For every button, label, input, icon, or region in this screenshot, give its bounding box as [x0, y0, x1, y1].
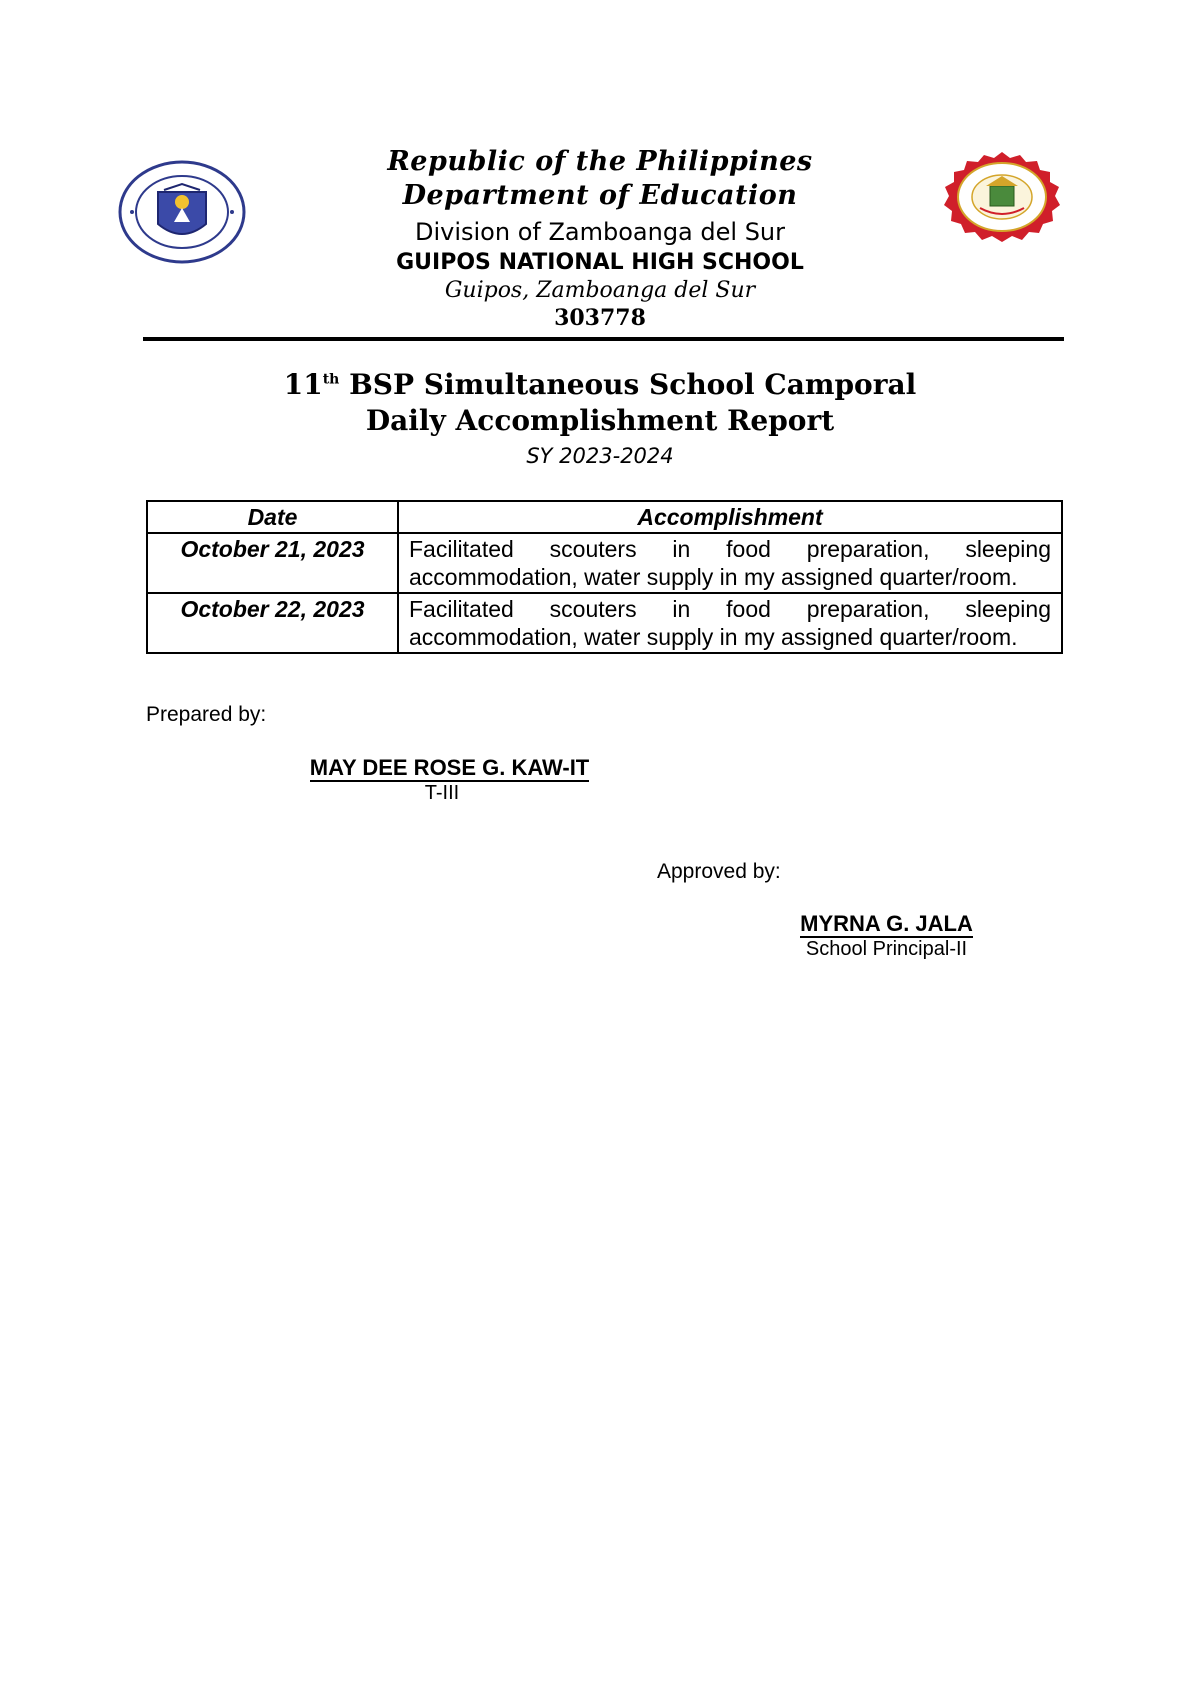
approved-by-label: Approved by:: [657, 860, 781, 883]
table-row: [147, 593, 1062, 653]
approver-name-text: MYRNA G. JALA: [800, 911, 973, 936]
department-heading: Department of Education: [402, 180, 798, 211]
accomplishment-table: [146, 500, 1063, 654]
school-id: 303778: [554, 305, 646, 331]
school-address: Guipos, Zamboanga del Sur: [444, 278, 756, 303]
deped-seal-logo: [118, 160, 246, 264]
date-cell: October 21, 2023: [147, 533, 398, 593]
accomplishment-cell: Facilitated scouters in food preparation, sleeping accommodation, water supply in my assigned quarter/room.: [398, 593, 1062, 653]
republic-heading: Republic of the Philippines: [387, 146, 813, 177]
table-row: [147, 533, 1062, 593]
title-ordinal-number: 11: [283, 368, 323, 401]
preparer-name-text: MAY DEE ROSE G. KAW-IT: [309, 755, 590, 780]
table-header-row: [147, 501, 1062, 533]
accomplishment-column-header: Accomplishment: [398, 501, 1062, 533]
school-name: GUIPOS NATIONAL HIGH SCHOOL: [396, 250, 804, 275]
prepared-by-label: Prepared by:: [146, 703, 267, 726]
preparer-name: [292, 755, 607, 781]
approver-name: [789, 911, 984, 937]
title-event-name: BSP Simultaneous School Camporal: [339, 368, 917, 401]
report-title-line2: Daily Accomplishment Report: [365, 404, 835, 437]
header-divider: [143, 337, 1064, 341]
accomplishment-cell: Facilitated scouters in food preparation, sleeping accommodation, water supply in my assigned quarter/room.: [398, 533, 1062, 593]
date-cell: October 22, 2023: [147, 593, 398, 653]
date-column-header: Date: [147, 501, 398, 533]
approver-position: School Principal-II: [805, 938, 968, 960]
school-seal-logo: [940, 150, 1064, 244]
division-heading: Division of Zamboanga del Sur: [414, 218, 786, 246]
preparer-position: T-III: [424, 782, 460, 804]
school-year: SY 2023-2024: [526, 444, 674, 468]
report-title-line1: [200, 368, 1000, 401]
title-ordinal-suffix: th: [322, 371, 340, 388]
